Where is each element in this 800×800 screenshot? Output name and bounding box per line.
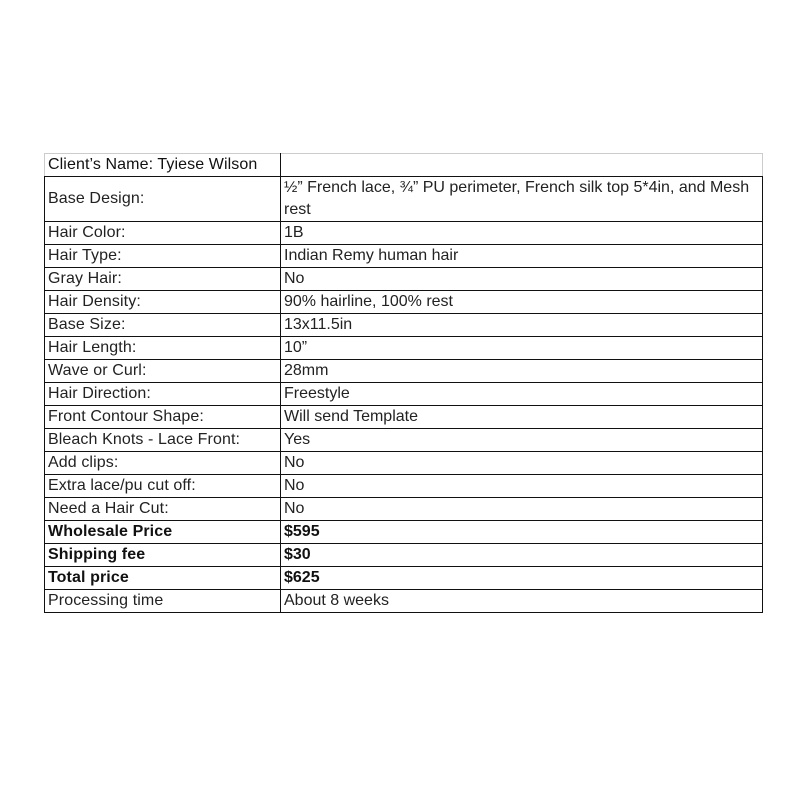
hair-cut-value: No bbox=[281, 498, 763, 521]
processing-time-row bbox=[45, 590, 763, 613]
gray-hair-label: Gray Hair: bbox=[45, 268, 281, 291]
front-contour-value: Will send Template bbox=[281, 406, 763, 429]
processing-time-label: Processing time bbox=[45, 590, 281, 613]
wave-curl-value: 28mm bbox=[281, 360, 763, 383]
total-price-row bbox=[45, 567, 763, 590]
client-name-row bbox=[45, 154, 763, 177]
bleach-knots-value: Yes bbox=[281, 429, 763, 452]
gray-hair-row bbox=[45, 268, 763, 291]
hair-density-label: Hair Density: bbox=[45, 291, 281, 314]
bleach-knots-label: Bleach Knots - Lace Front: bbox=[45, 429, 281, 452]
base-size-value: 13x11.5in bbox=[281, 314, 763, 337]
base-size-row bbox=[45, 314, 763, 337]
shipping-fee-label: Shipping fee bbox=[45, 544, 281, 567]
base-design-label: Base Design: bbox=[45, 177, 281, 222]
hair-type-value: Indian Remy human hair bbox=[281, 245, 763, 268]
hair-length-label: Hair Length: bbox=[45, 337, 281, 360]
hair-color-row bbox=[45, 222, 763, 245]
total-price-label: Total price bbox=[45, 567, 281, 590]
processing-time-value: About 8 weeks bbox=[281, 590, 763, 613]
wholesale-price-label: Wholesale Price bbox=[45, 521, 281, 544]
add-clips-label: Add clips: bbox=[45, 452, 281, 475]
gray-hair-value: No bbox=[281, 268, 763, 291]
hair-cut-label: Need a Hair Cut: bbox=[45, 498, 281, 521]
hair-direction-value: Freestyle bbox=[281, 383, 763, 406]
hair-cut-row bbox=[45, 498, 763, 521]
extra-lace-value: No bbox=[281, 475, 763, 498]
total-price-value: $625 bbox=[281, 567, 763, 590]
wholesale-price-row bbox=[45, 521, 763, 544]
extra-lace-row bbox=[45, 475, 763, 498]
base-design-row bbox=[45, 177, 763, 222]
hair-direction-label: Hair Direction: bbox=[45, 383, 281, 406]
hair-length-row bbox=[45, 337, 763, 360]
hair-type-label: Hair Type: bbox=[45, 245, 281, 268]
wave-curl-label: Wave or Curl: bbox=[45, 360, 281, 383]
bleach-knots-row bbox=[45, 429, 763, 452]
client-name-cell: Client’s Name: Tyiese Wilson bbox=[45, 154, 281, 177]
base-design-value: ½” French lace, ¾” PU perimeter, French silk top 5*4in, and Mesh rest bbox=[281, 177, 763, 222]
wholesale-price-value: $595 bbox=[281, 521, 763, 544]
hair-density-value: 90% hairline, 100% rest bbox=[281, 291, 763, 314]
base-size-label: Base Size: bbox=[45, 314, 281, 337]
hair-type-row bbox=[45, 245, 763, 268]
hair-density-row bbox=[45, 291, 763, 314]
extra-lace-label: Extra lace/pu cut off: bbox=[45, 475, 281, 498]
front-contour-row bbox=[45, 406, 763, 429]
shipping-fee-value: $30 bbox=[281, 544, 763, 567]
hair-length-value: 10” bbox=[281, 337, 763, 360]
hair-direction-row bbox=[45, 383, 763, 406]
client-name-empty-cell bbox=[281, 154, 763, 177]
add-clips-value: No bbox=[281, 452, 763, 475]
hair-color-label: Hair Color: bbox=[45, 222, 281, 245]
wave-curl-row bbox=[45, 360, 763, 383]
front-contour-label: Front Contour Shape: bbox=[45, 406, 281, 429]
shipping-fee-row bbox=[45, 544, 763, 567]
hair-color-value: 1B bbox=[281, 222, 763, 245]
order-spec-table bbox=[44, 153, 763, 613]
add-clips-row bbox=[45, 452, 763, 475]
